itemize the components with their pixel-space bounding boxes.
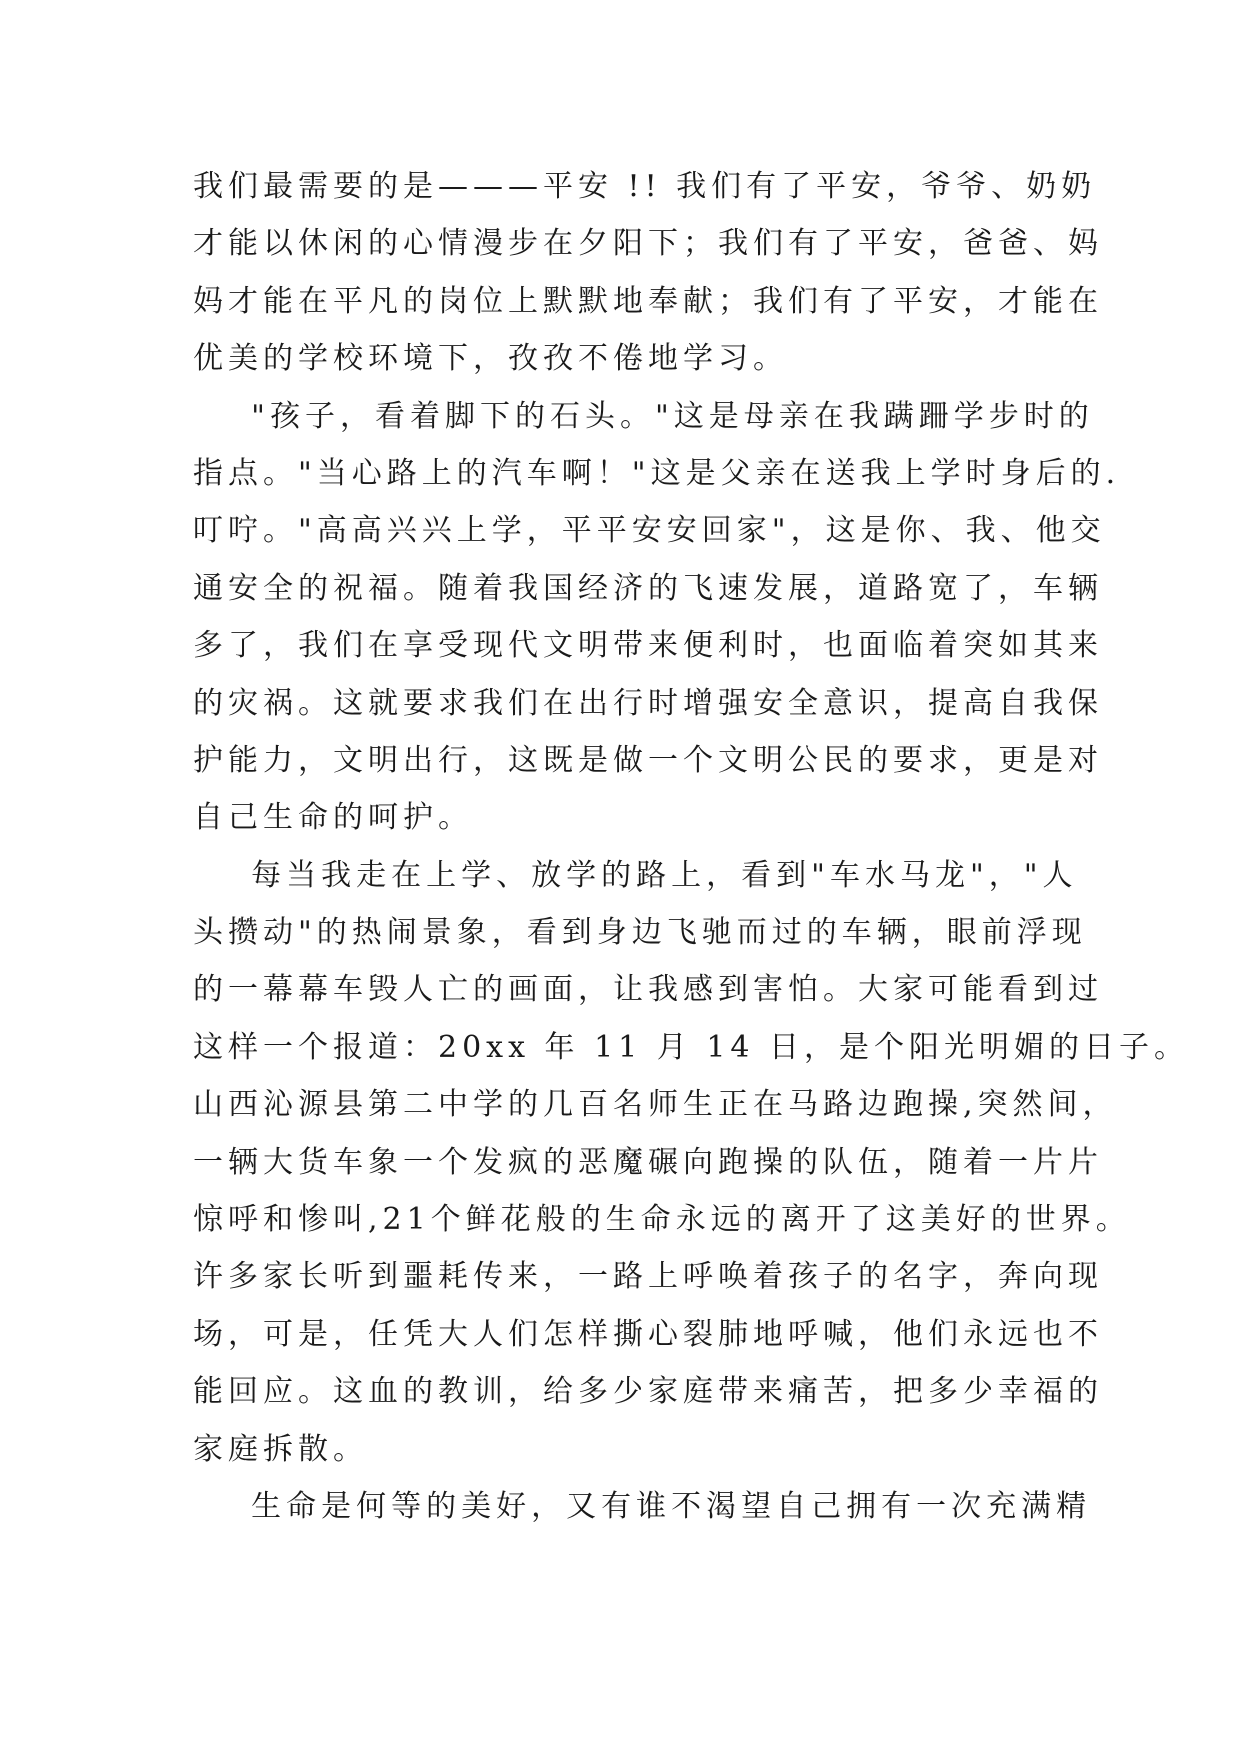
- text-line: "孩子，看着脚下的石头。"这是母亲在我蹒跚学步时的: [193, 398, 1094, 434]
- text-line: 每当我走在上学、放学的路上，看到"车水马龙"，"人: [193, 857, 1078, 893]
- text-line: 许多家长听到噩耗传来，一路上呼唤着孩子的名字，奔向现: [193, 1259, 1103, 1295]
- text-line: 家庭拆散。: [193, 1431, 368, 1467]
- text-line: 护能力，文明出行，这既是做一个文明公民的要求，更是对: [193, 742, 1103, 778]
- text-line: 头攒动"的热闹景象，看到身边飞驰而过的车辆，眼前浮现: [193, 915, 1087, 951]
- text-line: 通安全的祝福。随着我国经济的飞速发展，道路宽了，车辆: [193, 570, 1103, 606]
- text-line: 生命是何等的美好，又有谁不渴望自己拥有一次充满精: [193, 1488, 1092, 1524]
- text-line: 能回应。这血的教训，给多少家庭带来痛苦，把多少幸福的: [193, 1374, 1103, 1410]
- text-line: 的灾祸。这就要求我们在出行时增强安全意识，提高自我保: [193, 685, 1103, 721]
- text-line: 山西沁源县第二中学的几百名师生正在马路边跑操,突然间，: [193, 1087, 1118, 1123]
- text-line: 指点。"当心路上的汽车啊！"这是父亲在送我上学时身后的.: [193, 455, 1121, 491]
- text-line: 多了，我们在享受现代文明带来便利时，也面临着突如其来: [193, 628, 1103, 664]
- text-line: 优美的学校环境下，孜孜不倦地学习。: [193, 341, 788, 377]
- body-text: [193, 158, 1190, 1535]
- text-line: 才能以休闲的心情漫步在夕阳下；我们有了平安，爸爸、妈: [193, 226, 1103, 262]
- text-line: 一辆大货车象一个发疯的恶魔碾向跑操的队伍，随着一片片: [193, 1144, 1103, 1180]
- text-line: 叮咛。"高高兴兴上学，平平安安回家"，这是你、我、他交: [193, 513, 1106, 549]
- text-line: 自己生命的呵护。: [193, 800, 473, 836]
- text-line: 场，可是，任凭大人们怎样撕心裂肺地呼喊，他们永远也不: [193, 1316, 1103, 1352]
- text-line: 这样一个报道：20xx 年 11 月 14 日，是个阳光明媚的日子。: [193, 1029, 1190, 1065]
- text-line: 的一幕幕车毁人亡的画面，让我感到害怕。大家可能看到过: [193, 972, 1103, 1008]
- text-line: 惊呼和惨叫,21个鲜花般的生命永远的离开了这美好的世界。: [193, 1202, 1131, 1238]
- text-line: 我们最需要的是———平安 !! 我们有了平安，爷爷、奶奶: [193, 169, 1097, 204]
- text-line: 妈才能在平凡的岗位上默默地奉献；我们有了平安，才能在: [193, 283, 1103, 319]
